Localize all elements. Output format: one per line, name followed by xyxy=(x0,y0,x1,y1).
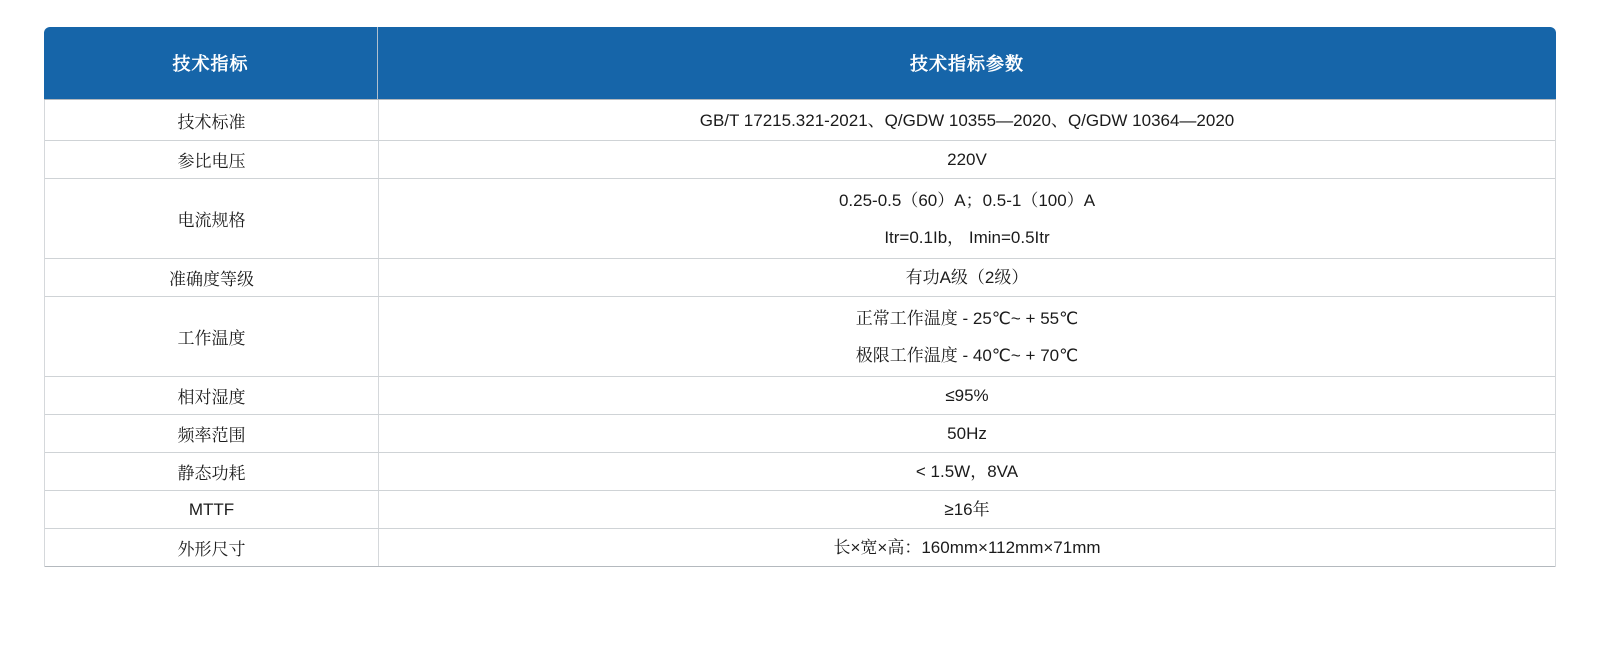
spec-value-line: ≥16年 xyxy=(944,500,990,519)
spec-value-line: 正常工作温度 - 25℃~ + 55℃ xyxy=(855,308,1079,328)
spec-value xyxy=(379,259,1555,296)
spec-value-line: ≤95% xyxy=(945,386,989,405)
spec-label: 外形尺寸 xyxy=(45,529,379,566)
table-row xyxy=(45,491,1555,529)
spec-value-line: 50Hz xyxy=(947,424,987,443)
table-header-row xyxy=(44,27,1556,100)
table-row xyxy=(45,377,1555,415)
header-cell-parameter: 技术指标参数 xyxy=(910,54,1024,74)
spec-value xyxy=(379,377,1555,414)
table-body xyxy=(44,100,1556,567)
spec-value xyxy=(379,100,1555,140)
table-row xyxy=(45,297,1555,377)
spec-value xyxy=(379,415,1555,452)
header-cell-indicator: 技术指标 xyxy=(44,27,378,99)
spec-value-line: Itr=0.1Ib， Imin=0.5Itr xyxy=(884,227,1050,247)
spec-value xyxy=(379,179,1555,258)
spec-label: 静态功耗 xyxy=(45,453,379,490)
spec-label: 相对湿度 xyxy=(45,377,379,414)
spec-value-line: 0.25-0.5（60）A；0.5-1（100）A xyxy=(838,190,1096,210)
table-row xyxy=(45,453,1555,491)
spec-value xyxy=(379,529,1555,566)
spec-value-line: 长×宽×高：160mm×112mm×71mm xyxy=(833,538,1101,557)
spec-value-line: 有功A级（2级） xyxy=(905,268,1029,287)
spec-label: 技术标准 xyxy=(45,100,379,140)
spec-value xyxy=(379,491,1555,528)
spec-label: 频率范围 xyxy=(45,415,379,452)
table-row xyxy=(45,179,1555,259)
table-row xyxy=(45,100,1555,141)
spec-label: 电流规格 xyxy=(45,179,379,258)
spec-value-line: GB/T 17215.321-2021、Q/GDW 10355—2020、Q/GDW 10364—2020 xyxy=(699,110,1235,130)
spec-label: 准确度等级 xyxy=(45,259,379,296)
spec-table xyxy=(44,27,1556,567)
spec-value xyxy=(379,141,1555,178)
spec-label: MTTF xyxy=(45,491,379,528)
table-row xyxy=(45,529,1555,567)
spec-value-line: 220V xyxy=(947,150,987,169)
spec-label: 工作温度 xyxy=(45,297,379,376)
spec-value-line: < 1.5W，8VA xyxy=(915,462,1019,481)
spec-label: 参比电压 xyxy=(45,141,379,178)
table-row xyxy=(45,259,1555,297)
spec-value xyxy=(379,453,1555,490)
table-row xyxy=(45,415,1555,453)
table-row xyxy=(45,141,1555,179)
spec-value-line: 极限工作温度 - 40℃~ + 70℃ xyxy=(855,345,1079,365)
spec-value xyxy=(379,297,1555,376)
